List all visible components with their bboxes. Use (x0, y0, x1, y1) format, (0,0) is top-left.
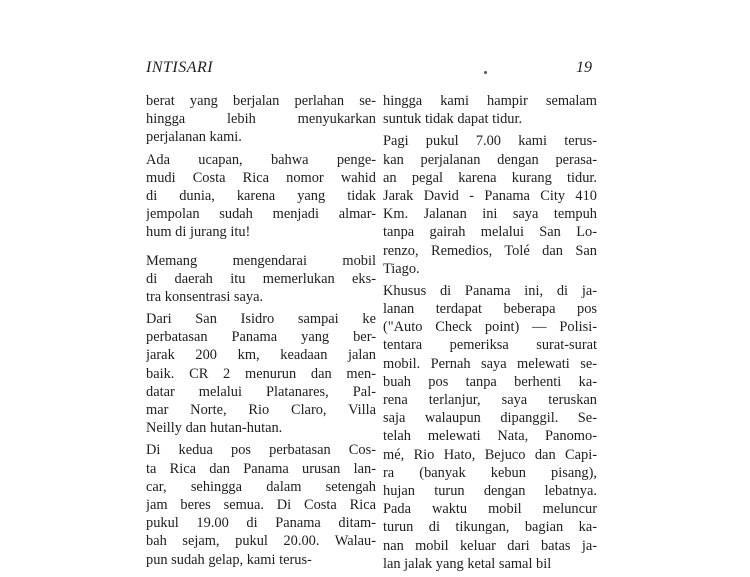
text-line: mudi Costa Rica nomor wahid (146, 169, 376, 186)
paragraph (383, 282, 597, 573)
text-column-left (146, 92, 376, 573)
text-line: jarak 200 km, keadaan jalan (146, 347, 376, 364)
text-line: an pegal karena kurang tidur. (383, 169, 597, 186)
text-line: lanan terdapat beberapa pos (383, 301, 597, 318)
text-line: mé, Rio Hato, Bejuco dan Capi- (383, 446, 597, 463)
text-line: tra konsentrasi saya. (146, 288, 264, 305)
text-line: car, sehingga dalam setengah (146, 478, 376, 495)
paragraph (383, 132, 597, 278)
text-line: buah pos tanpa berhenti ka- (383, 373, 597, 390)
text-line: datar melalui Platanares, Pal- (146, 383, 376, 400)
text-line: ("Auto Check point) — Polisi- (383, 319, 597, 336)
text-line: Pagi pukul 7.00 kami terus- (383, 133, 597, 150)
text-line: mobil. Pernah saya melewati se- (383, 355, 597, 372)
text-line: rena terlanjur, saya teruskan (383, 392, 597, 408)
text-line: mar Norte, Rio Claro, Villa (146, 402, 376, 418)
text-line: telah melewati Nata, Panomo- (383, 428, 597, 445)
text-line: turun di tikungan, bagian ka- (383, 519, 597, 536)
text-line: tanpa gairah melalui San Lo- (383, 224, 597, 241)
paragraph (146, 441, 376, 568)
text-line: hum di jurang itu! (146, 224, 251, 241)
print-speck (484, 71, 487, 74)
text-line: suntuk tidak dapat tidur. (383, 111, 523, 128)
text-line: perbatasan Panama yang ber- (146, 329, 376, 346)
text-line: Neilly dan hutan-hutan. (146, 420, 283, 437)
text-line: lan jalak yang ketal samal bil (383, 555, 552, 572)
paragraph (383, 92, 597, 128)
text-line: Khusus di Panama ini, di ja- (383, 282, 597, 299)
text-line: tentara pemeriksa surat-surat (383, 337, 597, 354)
text-line: hingga kami hampir semalam (383, 93, 597, 109)
text-column-right (383, 92, 597, 577)
text-line: berat yang berjalan perlahan se- (146, 93, 376, 109)
text-line: jam beres semua. Di Costa Rica (146, 496, 376, 513)
text-line: di daerah itu memerlukan eks- (146, 270, 376, 287)
paragraph (146, 252, 376, 307)
text-line: Km. Jalanan ini saya tempuh (383, 206, 597, 223)
paragraph (146, 310, 376, 437)
text-line: Ada ucapan, bahwa penge- (146, 151, 376, 168)
text-line: hujan turun dengan lebatnya. (383, 482, 597, 499)
page-number: 19 (576, 59, 592, 76)
text-line: Pada waktu mobil meluncur (383, 501, 597, 518)
text-line: pun sudah gelap, kami terus- (146, 551, 312, 568)
text-line: Tiago. (383, 260, 420, 277)
text-line: jempolan sudah menjadi almar- (146, 206, 376, 223)
paragraph (146, 92, 376, 147)
text-line: bah sejam, pukul 20.00. Walau- (146, 533, 376, 550)
paragraph (146, 151, 376, 242)
text-line: saja walaupun dipanggil. Se- (383, 410, 597, 427)
text-line: Jarak David - Panama City 410 (383, 187, 597, 204)
text-line: nan mobil keluar dari batas ja- (383, 537, 597, 554)
text-line: di dunia, karena yang tidak (146, 187, 376, 204)
text-line: renzo, Remedios, Tolé dan San (383, 242, 597, 259)
text-line: ta Rica dan Panama urusan lan- (146, 460, 376, 477)
text-line: Memang mengendarai mobil (146, 252, 376, 269)
text-line: Dari San Isidro sampai ke (146, 311, 376, 328)
text-line: hingga lebih menyukarkan (146, 111, 376, 128)
text-line: Di kedua pos perbatasan Cos- (146, 442, 376, 459)
text-line: baik. CR 2 menurun dan men- (146, 365, 376, 382)
text-line: ra (banyak kebun pisang), (383, 464, 597, 481)
text-line: pukul 19.00 di Panama ditam- (146, 515, 376, 532)
text-line: perjalanan kami. (146, 129, 242, 146)
text-line: kan perjalanan dengan perasa- (383, 151, 597, 168)
running-head-title: INTISARI (146, 59, 214, 76)
